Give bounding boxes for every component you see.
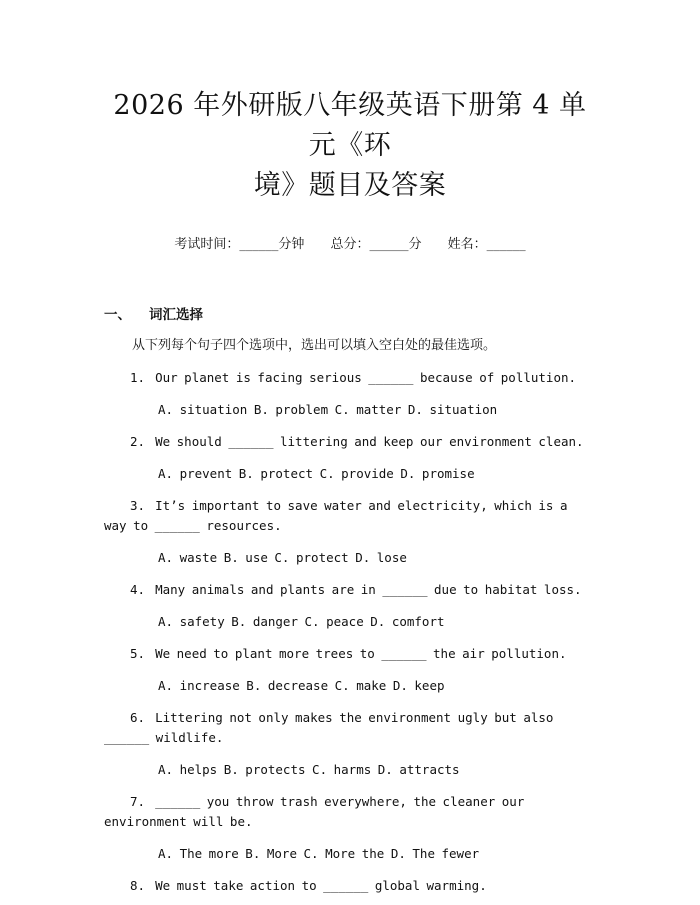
- question-7: [104, 792, 596, 832]
- question-number: 2.: [130, 434, 146, 449]
- exam-time-field: 考试时间：______分钟: [174, 237, 305, 252]
- question-number: 5.: [130, 646, 146, 661]
- question-number: 7.: [130, 794, 146, 809]
- question-text: Littering not only makes the environment ugly but also ______ wildlife.: [104, 710, 554, 745]
- student-name-field: 姓名：______: [447, 237, 526, 252]
- question-text: Our planet is facing serious ______ because of pollution.: [155, 370, 577, 385]
- question-4-options: A. safety B. danger C. peace D. comfort: [158, 614, 445, 629]
- section-number: 一、: [104, 307, 131, 323]
- question-3: [104, 496, 596, 536]
- title-line-2: 境》题目及答案: [253, 170, 447, 201]
- question-text: Many animals and plants are in ______ due to habitat loss.: [155, 582, 582, 597]
- section-instructions: 从下列每个句子四个选项中，选出可以填入空白处的最佳选项。: [132, 338, 497, 353]
- question-6: [104, 708, 596, 748]
- question-number: 8.: [130, 878, 146, 893]
- question-list: [104, 368, 596, 896]
- question-text: ______ you throw trash everywhere, the cleaner our environment will be.: [104, 794, 525, 829]
- question-number: 1.: [130, 370, 146, 385]
- exam-meta: [104, 236, 596, 254]
- question-number: 4.: [130, 582, 146, 597]
- section-heading: [104, 306, 596, 324]
- document-title: [104, 86, 596, 206]
- question-text: It’s important to save water and electricity, which is a way to ______ resources.: [104, 498, 568, 533]
- total-score-field: 总分：______分: [330, 237, 422, 252]
- question-text: We must take action to ______ global warming.: [155, 878, 487, 893]
- section-title: 词汇选择: [149, 307, 203, 323]
- question-3-options: A. waste B. use C. protect D. lose: [158, 550, 407, 565]
- question-6-options: A. helps B. protects C. harms D. attracts: [158, 762, 460, 777]
- question-8: [104, 876, 596, 896]
- question-1: [104, 368, 596, 388]
- question-5: [104, 644, 596, 664]
- question-2-options: A. prevent B. protect C. provide D. promise: [158, 466, 475, 481]
- question-number: 3.: [130, 498, 146, 513]
- title-line-1: 2026 年外研版八年级英语下册第 4 单元《环: [113, 90, 587, 161]
- question-2: [104, 432, 596, 452]
- question-number: 6.: [130, 710, 146, 725]
- question-text: We should ______ littering and keep our environment clean.: [155, 434, 584, 449]
- question-4: [104, 580, 596, 600]
- question-7-options: A. The more B. More C. More the D. The fewer: [158, 846, 480, 861]
- question-text: We need to plant more trees to ______ the air pollution.: [155, 646, 567, 661]
- question-5-options: A. increase B. decrease C. make D. keep: [158, 678, 445, 693]
- question-1-options: A. situation B. problem C. matter D. situation: [158, 402, 498, 417]
